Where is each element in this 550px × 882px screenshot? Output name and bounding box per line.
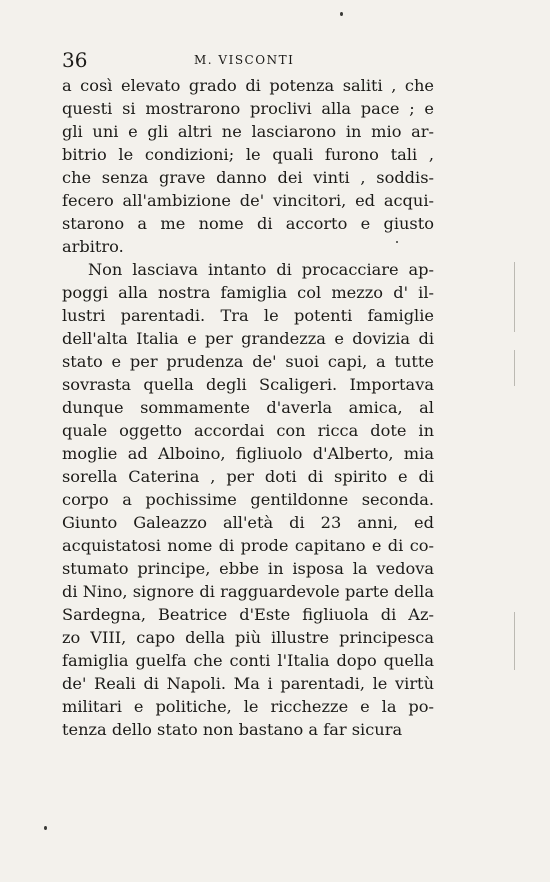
text-line: arbitro. [62,237,124,256]
margin-trace [514,262,515,332]
text-line: moglie ad Alboino, figliuolo d'Alberto, mia [62,444,434,463]
text-line: acquistatosi nome di prode capitano e di co- [62,536,434,555]
text-line: quale oggetto accordai con ricca dote in [62,421,434,440]
text-line: dunque sommamente d'averla amica, al [62,398,434,417]
text-line: fecero all'ambizione de' vincitori, ed acqui- [62,191,434,210]
text-line: Giunto Galeazzo all'età di 23 anni, ed [62,513,434,532]
text-line: sovrasta quella degli Scaligeri. Importava [62,375,434,394]
margin-trace [514,612,515,670]
text-line: zo VIII, capo della più illustre principesca [62,628,434,647]
text-line: gli uni e gli altri ne lasciarono in mio ar- [62,122,434,141]
text-line: militari e politiche, le ricchezze e la po- [62,697,434,716]
text-line: poggi alla nostra famiglia col mezzo d' il- [62,283,434,302]
ink-speck [396,241,398,243]
text-line: stumato principe, ebbe in isposa la vedova [62,559,434,578]
ink-speck [44,826,47,830]
paragraph [62,74,434,258]
text-line: sorella Caterina , per doti di spirito e di [62,467,434,486]
text-line: corpo a pochissime gentildonne seconda. [62,490,434,509]
text-line: bitrio le condizioni; le quali furono tali , [62,145,434,164]
margin-trace [514,350,515,386]
text-line: de' Reali di Napoli. Ma i parentadi, le virtù [62,674,434,693]
text-line: dell'alta Italia e per grandezza e dovizia di [62,329,434,348]
text-line: famiglia guelfa che conti l'Italia dopo quella [62,651,434,670]
page-number: 36 [62,48,88,72]
text-line: stato e per prudenza de' suoi capi, a tutte [62,352,434,371]
text-line: questi si mostrarono proclivi alla pace ; e [62,99,434,118]
running-head [62,46,434,74]
text-line: di Nino, signore di ragguardevole parte della [62,582,434,601]
text-line: Non lasciava intanto di procacciare ap- [88,260,434,279]
text-line: tenza dello stato non bastano a far sicura [62,720,403,739]
text-line: starono a me nome di accorto e giusto [62,214,434,233]
paragraph [62,258,434,741]
running-title: M. VISCONTI [194,53,295,67]
text-line: a così elevato grado di potenza saliti , che [62,76,434,95]
text-line: Sardegna, Beatrice d'Este figliuola di Az- [62,605,434,624]
text-line: lustri parentadi. Tra le potenti famiglie [62,306,434,325]
body-text [62,74,434,741]
text-line: che senza grave danno dei vinti , soddis- [62,168,434,187]
ink-speck [340,12,343,16]
